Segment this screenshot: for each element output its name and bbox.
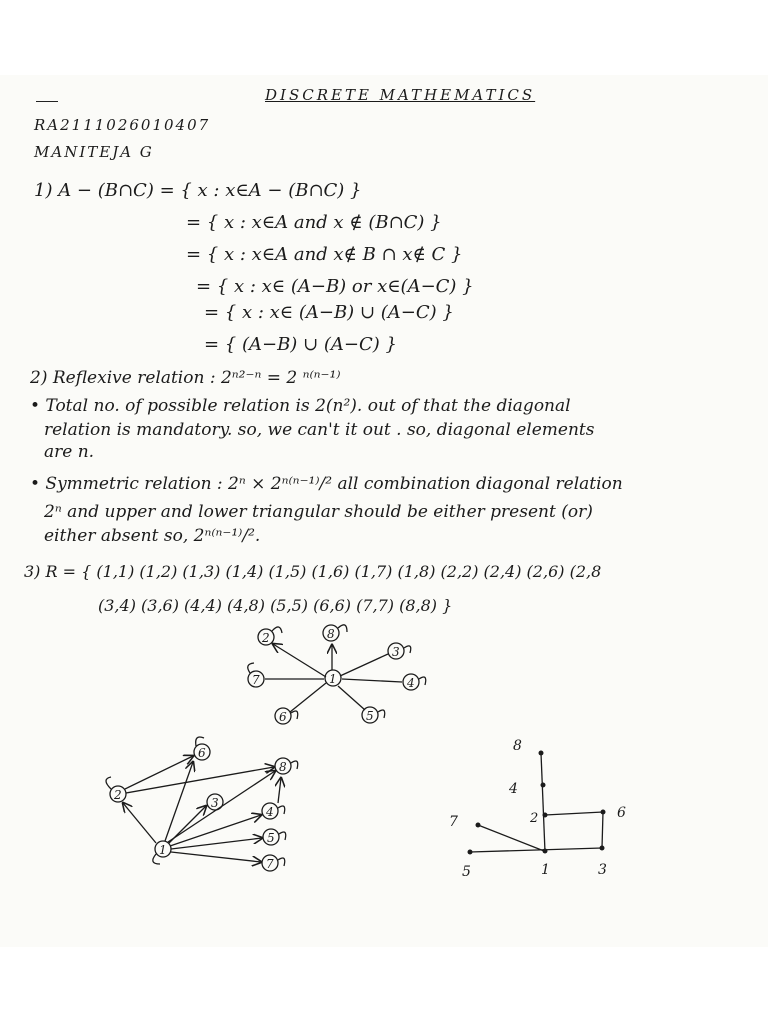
hasse-label-5: 5 [462, 864, 471, 880]
q1-line-3: = { x : x∈A and x∉ B ∩ x∉ C } [186, 244, 463, 265]
directed-graph [106, 737, 298, 871]
star-label-5: 5 [366, 709, 374, 723]
q1-line-5: = { x : x∈ (A−B) ∪ (A−C) } [204, 302, 454, 323]
star-graph [248, 625, 426, 724]
star-label-4: 4 [407, 676, 415, 690]
star-label-7: 7 [252, 673, 260, 687]
q2-bullet1-line1: • Total no. of possible relation is 2(n²). out of that the diagonal [30, 396, 571, 416]
hasse-label-8: 8 [513, 738, 522, 754]
digraph-label-2: 2 [114, 788, 122, 802]
q2-bullet2-line1: • Symmetric relation : 2ⁿ × 2ⁿ⁽ⁿ⁻¹⁾/² all combination diagonal relation [30, 474, 623, 494]
hasse-point-8 [539, 751, 544, 756]
digraph-label-3: 3 [211, 796, 219, 810]
q1-line-2: = { x : x∈A and x ∉ (B∩C) } [186, 212, 442, 233]
hasse-label-1: 1 [541, 862, 550, 878]
q2-bullet2-line3: either absent so, 2ⁿ⁽ⁿ⁻¹⁾/². [44, 526, 261, 546]
hasse-point-4 [541, 783, 546, 788]
q1-line-1: 1) A − (B∩C) = { x : x∈A − (B∩C) } [34, 180, 362, 201]
star-label-6: 6 [279, 710, 287, 724]
hasse-diagram [449, 738, 626, 880]
q2-heading: 2) Reflexive relation : 2ⁿ²⁻ⁿ = 2 ⁿ⁽ⁿ⁻¹⁾ [30, 368, 341, 388]
digraph-label-8: 8 [279, 760, 287, 774]
star-label-8: 8 [327, 627, 335, 641]
student-name: MANITEJA G [34, 143, 154, 161]
star-label-3: 3 [392, 645, 400, 659]
star-label-2: 2 [262, 631, 270, 645]
hasse-point-7 [476, 823, 481, 828]
q1-line-4: = { x : x∈ (A−B) or x∈(A−C) } [196, 276, 474, 297]
hasse-label-4: 4 [509, 781, 518, 797]
q1-line-6: = { (A−B) ∪ (A−C) } [204, 334, 397, 355]
hasse-point-3 [600, 846, 605, 851]
hasse-label-3: 3 [598, 862, 607, 878]
digraph-label-7: 7 [266, 857, 274, 871]
hasse-point-6 [601, 810, 606, 815]
hasse-point-2 [543, 813, 548, 818]
q3-relation-line2: (3,4) (3,6) (4,4) (4,8) (5,5) (6,6) (7,7) (8,8) } [98, 596, 453, 615]
q3-relation-line1: 3) R = { (1,1) (1,2) (1,3) (1,4) (1,5) (1,6) (1,7) (1,8) (2,2) (2,4) (2,6) (2,8 [24, 562, 602, 581]
hasse-label-2: 2 [530, 811, 539, 826]
hasse-point-1 [543, 849, 548, 854]
hasse-point-5 [468, 850, 473, 855]
star-label-center: 1 [329, 672, 337, 686]
digraph-label-1: 1 [159, 843, 167, 857]
digraph-label-5: 5 [267, 831, 275, 845]
page-title: DISCRETE MATHEMATICS [265, 86, 536, 104]
hasse-label-6: 6 [617, 805, 626, 821]
digraph-label-4: 4 [266, 805, 274, 819]
digraph-label-6: 6 [198, 746, 206, 760]
hasse-label-7: 7 [449, 814, 458, 830]
q2-bullet1-line2: relation is mandatory. so, we can't it out . so, diagonal elements [44, 420, 595, 440]
q2-bullet1-line3: are n. [44, 442, 95, 462]
registration-number: RA2111026010407 [34, 116, 211, 134]
q2-bullet2-line2: 2ⁿ and upper and lower triangular should be either present (or) [44, 502, 593, 522]
